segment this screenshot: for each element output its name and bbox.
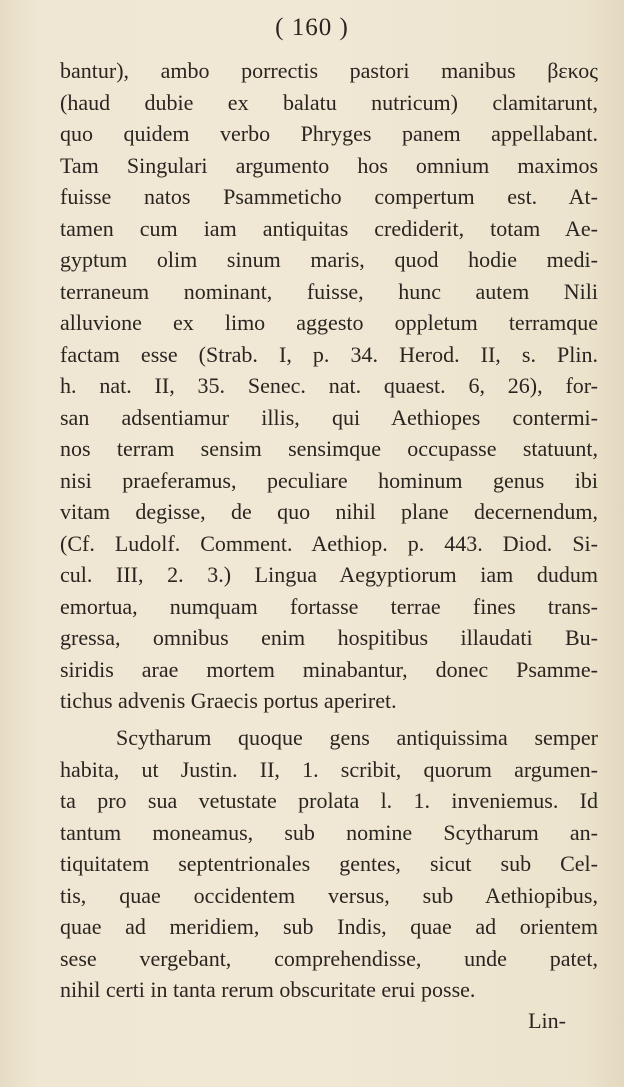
text-line: tiquitatem septentrionales gentes, sicut sub Cel- xyxy=(60,851,598,876)
text-line: bantur), ambo porrectis pastori manibus βεκος xyxy=(60,58,598,83)
text-line: tantum moneamus, sub nomine Scytharum an- xyxy=(60,819,598,845)
text-line: vitam degisse, de quo nihil plane decernendum, xyxy=(60,499,598,524)
text-line: h. nat. II, 35. Senec. nat. quaest. 6, 26), for- xyxy=(60,373,598,398)
text-line: siridis arae mortem minabantur, donec Psamme- xyxy=(60,656,598,682)
text-line: emortua, numquam fortasse terrae fines trans- xyxy=(60,593,598,619)
text-line: ta pro sua vetustate prolata l. 1. inveniemus. Id xyxy=(60,788,598,813)
text-line: san adsentiamur illis, qui Aethiopes contermi- xyxy=(60,404,598,430)
text-line: quae ad meridiem, sub Indis, quae ad orientem xyxy=(60,914,598,939)
text-line: quo quidem verbo Phryges panem appellabant. xyxy=(60,121,598,146)
text-line: nisi praeferamus, peculiare hominum genus ibi xyxy=(60,467,598,493)
page-number: ( 160 ) xyxy=(275,14,349,41)
text-line: factam esse (Strab. I, p. 34. Herod. II, s. Plin. xyxy=(60,341,598,367)
text-line: fuisse natos Psammeticho compertum est. At- xyxy=(60,184,598,209)
text-line: habita, ut Justin. II, 1. scribit, quorum argumen- xyxy=(60,756,598,782)
text-line: tichus advenis Graecis portus aperiret. xyxy=(60,688,397,713)
text-line: Tam Singulari argumento hos omnium maximos xyxy=(60,152,598,178)
text-line: sese vergebant, comprehendisse, unde patet, xyxy=(60,945,598,971)
text-line: nos terram sensim sensimque occupasse statuunt, xyxy=(60,436,598,461)
text-line: cul. III, 2. 3.) Lingua Aegyptiorum iam dudum xyxy=(60,562,598,587)
text-line: alluvione ex limo aggesto oppletum terramque xyxy=(60,310,598,335)
text-line: tamen cum iam antiquitas crediderit, totam Ae- xyxy=(60,215,598,241)
text-line: tis, quae occidentem versus, sub Aethiopibus, xyxy=(60,882,598,908)
text-line: (haud dubie ex balatu nutricum) clamitarunt, xyxy=(60,89,598,115)
text-line: (Cf. Ludolf. Comment. Aethiop. p. 443. Diod. Si- xyxy=(60,530,598,556)
text-line: nihil certi in tanta rerum obscuritate erui posse. xyxy=(60,977,476,1002)
text-line: Scytharum quoque gens antiquissima semper xyxy=(116,725,598,750)
text-line: gressa, omnibus enim hospitibus illaudati Bu- xyxy=(60,625,598,650)
catchword: Lin- xyxy=(528,1008,566,1033)
text-line: gyptum olim sinum maris, quod hodie medi- xyxy=(60,247,598,272)
text-line: terraneum nominant, fuisse, hunc autem Nili xyxy=(60,278,598,304)
